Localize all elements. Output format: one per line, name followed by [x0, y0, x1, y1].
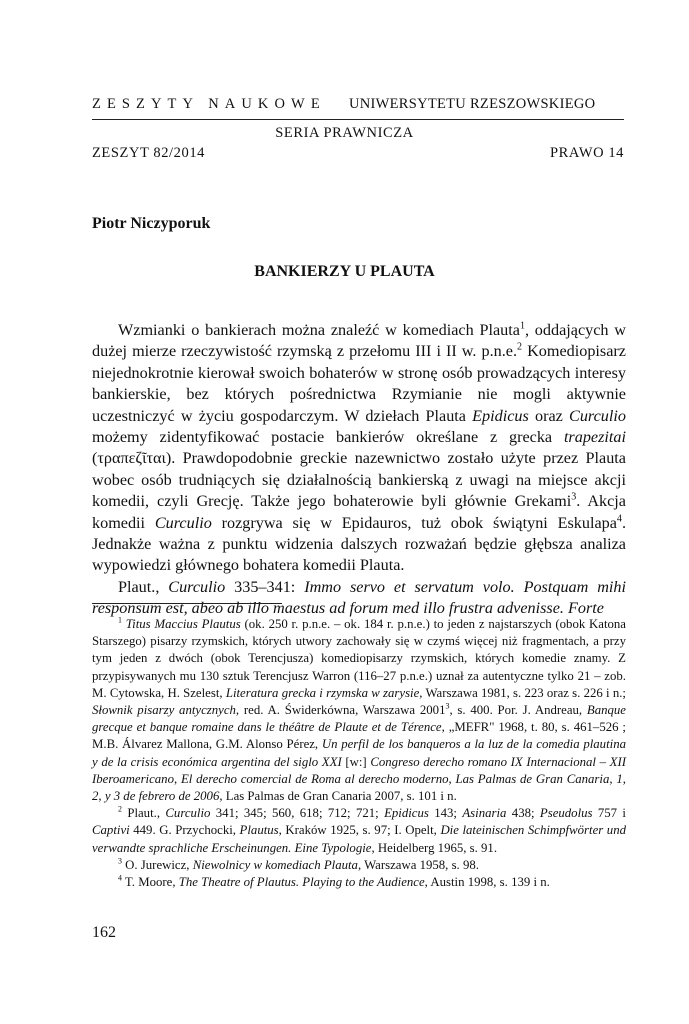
running-header	[92, 96, 624, 113]
series-subtitle: SERIA PRAWNICZA	[275, 125, 414, 141]
footnote-3: $^3$ O. Jurewicz, Niewolnicy w komediach Plauta, Warszawa 1958, s. 98.	[118, 856, 479, 872]
footnote-ref: 3	[571, 491, 577, 503]
footnotes	[92, 616, 626, 891]
series-title: ZESZYTY NAUKOWE	[92, 96, 326, 112]
footnote-separator	[92, 603, 282, 604]
paragraph: Wzmianki o bankierach można znaleźć w komediach Plauta$^1$, oddających w dużej mierze rzeczywistość rzymską z przełomu III i II w. p.n.e.$^2$ Komediopisarz niejednokrotnie kierował swoich bohaterów w stronę osób prowadzących interesy bankierskie, bez których pośrednictwa Rzymianie nie mogli aktywnie uczestniczyć w życiu gospodarczym. W dziełach Plauta Epidicus oraz Curculio możemy zidentyfikować postacie bankierów określane z grecka trapezitai (τραπεζῖται). Prawdopodobnie greckie nazewnictwo zostało użyte przez Plauta wobec osób trudniących się działalnością bankierską z uwagi na miejsce akcji komedii, czyli Grecję. Także jego bohaterowie byli głównie Grekami$^3$. Akcja komedii Curculio rozgrywa się w Epidauros, tuż obok świątyni Eskulapa$^4$. Jednakże ważna z punktu widzenia dalszych rozważań będzie głębsza analiza wypowiedzi głównego bohatera komedii Plauta.	[92, 320, 626, 575]
footnote-ref: 4	[616, 513, 622, 525]
page-number: 162	[92, 924, 116, 941]
university-name: UNIWERSYTETU RZESZOWSKIEGO	[349, 96, 596, 112]
footnote-4: $^4$ T. Moore, The Theatre of Plautus. Playing to the Audience, Austin 1998, s. 139 i n.	[118, 873, 550, 890]
article-title: BANKIERZY U PLAUTA	[254, 263, 435, 280]
article-body	[92, 320, 626, 620]
volume-label: PRAWO 14	[550, 145, 624, 161]
paragraph: Plaut., Curculio 335–341: Immo servo et servatum volo. Postquam mihi responsum est, abeo ab illo maestus ad forum med illo frustra advenisse. Forte	[92, 577, 626, 618]
author-name: Piotr Niczyporuk	[92, 215, 211, 232]
footnote-1: $^1$ Titus Maccius Plautus (ok. 250 r. p.n.e. – ok. 184 r. p.n.e.) to jeden z najstarszych (obok Katona Starszego) pisarzy rzymskich, których utwory zachowały się w czymś więcej niż fragmentach, a przy tym jeden z dwóch (obok Terencjusza) komediopisarzy rzymskich, których komedie znamy. Z przypisywanych mu 130 sztuk Terencjusz Warron (116–27 p.n.e.) uznał za autentyczne tylko 21 – zob. M. Cytowska, H. Szelest, Literatura grecka i rzymska w zarysie, Warszawa 1981, s. 223 oraz s. 226 i n.; Słownik pisarzy antycznych, red. A. Świderkówna, Warszawa 2001$^3$, s. 400. Por. J. Andreau, Banque grecque et banque romaine dans le théâtre de Plaute et de Térence, „MEFR" 1968, t. 80, s. 461–526 ; M.B. Álvarez Mallona, G.M. Alonso Pérez, Un perfil de los banqueros a la luz de la comedia plautina y de la crisis económica argentina del siglo XXI [w:] Congreso derecho romano IX Internacional – XII Iberoamericano, El derecho comercial de Roma al derecho moderno, Las Palmas de Gran Canaria, 1, 2, y 3 de febrero de 2006, Las Palmas de Gran Canaria 2007, s. 101 i n.	[92, 615, 627, 804]
footnote-ref: 1	[519, 320, 525, 332]
header-rule	[92, 119, 624, 120]
issue-number: ZESZYT 82/2014	[92, 145, 205, 161]
footnote-ref: 2	[517, 342, 523, 354]
footnote-2: $^2$ Plaut., Curculio 341; 345; 560, 618; 712; 721; Epidicus 143; Asinaria 438; Pseudolus 757 i Captivi 449. G. Przychocki, Plautus, Kraków 1925, s. 97; I. Opelt, Die lateinischen Schimpfwörter und verwandte sprachliche Erscheinungen. Eine Typologie, Heidelberg 1965, s. 91.	[92, 804, 626, 855]
